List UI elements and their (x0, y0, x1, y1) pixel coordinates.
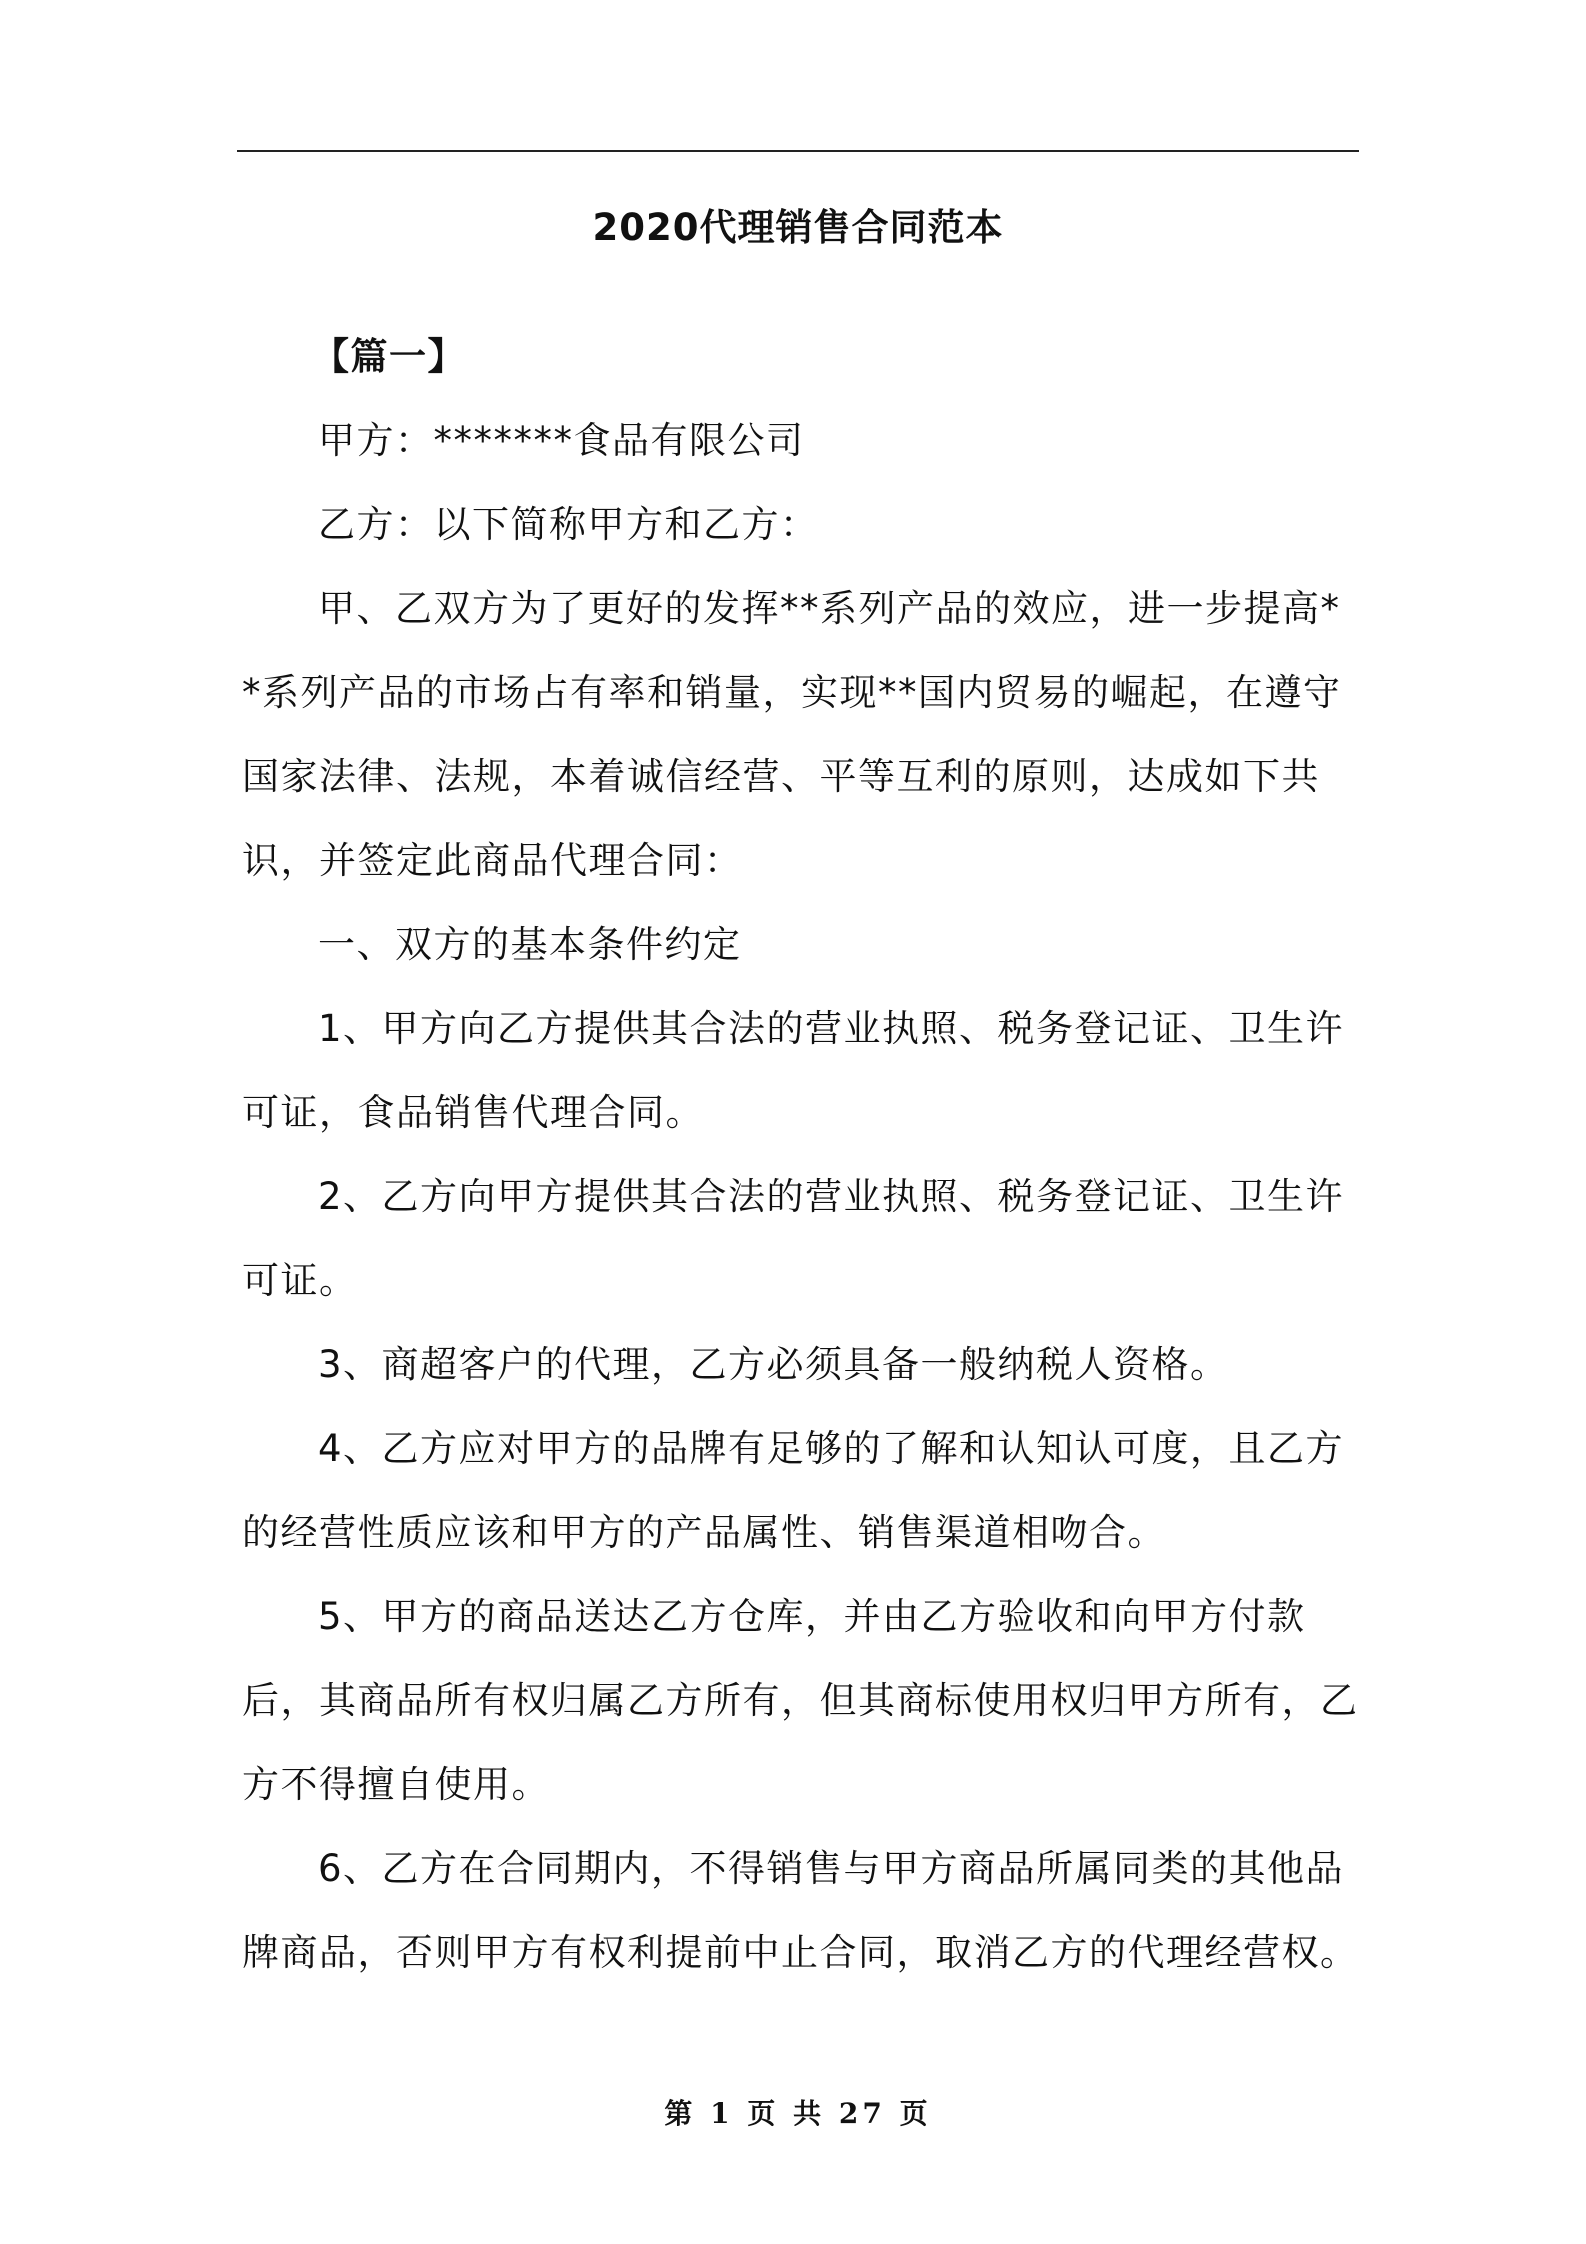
paragraph-party-b: 乙方：以下简称甲方和乙方： (318, 503, 819, 546)
paragraph-party-a: 甲方：*******食品有限公司 (318, 419, 805, 462)
paragraph-clause-3: 3、商超客户的代理，乙方必须具备一般纳税人资格。 (318, 1343, 1229, 1386)
paragraph-heading-basic-terms: 一、双方的基本条件约定 (318, 923, 742, 966)
paragraph-clause-1: 1、甲方向乙方提供其合法的营业执照、税务登记证、卫生许可证，食品销售代理合同。 (242, 1007, 1345, 1134)
paragraph-clause-5: 5、甲方的商品送达乙方仓库，并由乙方验收和向甲方付款后，其商品所有权归属乙方所有，但其商标使用权归甲方所有，乙方不得擅自使用。 (242, 1595, 1359, 1806)
header-rule (237, 150, 1359, 152)
paragraph-clause-2: 2、乙方向甲方提供其合法的营业执照、税务登记证、卫生许可证。 (242, 1175, 1345, 1302)
paragraph-clause-4: 4、乙方应对甲方的品牌有足够的了解和认知认可度，且乙方的经营性质应该和甲方的产品属性、销售渠道相吻合。 (242, 1427, 1345, 1554)
page-number: 第 1 页 共 27 页 (664, 2097, 932, 2130)
paragraph-clause-6: 6、乙方在合同期内，不得销售与甲方商品所属同类的其他品牌商品，否则甲方有权利提前中止合同，取消乙方的代理经营权。 (242, 1847, 1359, 1974)
document-body (242, 315, 1360, 1995)
document-title: 2020代理销售合同范本 (592, 206, 1004, 249)
section-label: 【篇一】 (312, 335, 466, 378)
paragraph-preamble: 甲、乙双方为了更好的发挥**系列产品的效应，进一步提高**系列产品的市场占有率和销量，实现**国内贸易的崛起，在遵守国家法律、法规，本着诚信经营、平等互利的原则，达成如下共识，并签定此商品代理合同： (242, 587, 1342, 882)
